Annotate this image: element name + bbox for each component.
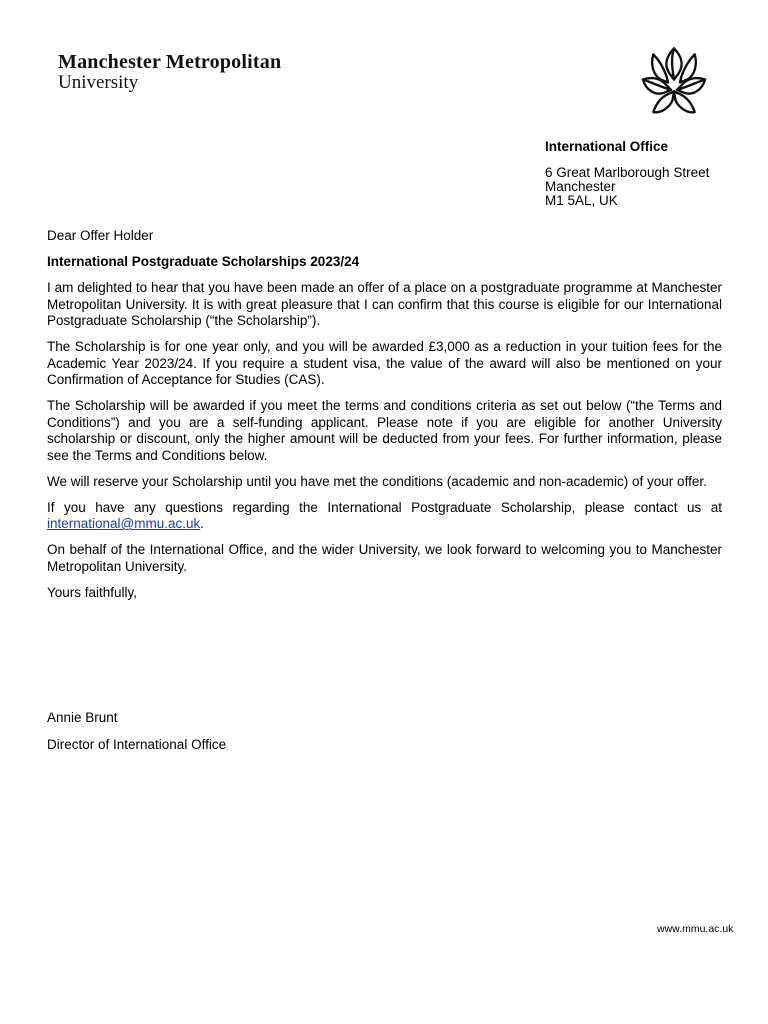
footer-url[interactable]: www.mmu.ac.uk — [657, 923, 734, 935]
paragraph-reserve: We will reserve your Scholarship until you have met the conditions (academic and non-academic) of your offer. — [47, 473, 707, 489]
contact-end: . — [200, 516, 205, 531]
signatory-name: Annie Brunt — [47, 710, 118, 725]
sender-address — [545, 140, 709, 208]
university-logo — [58, 52, 281, 93]
address-postcode: M1 5AL, UK — [545, 193, 618, 208]
paragraph-welcome: On behalf of the International Office, and the wider University, we look forward to welcoming you to Manchester Metropolitan University. — [47, 542, 722, 574]
letter-body — [47, 228, 722, 611]
logo-line1: Manchester Metropolitan — [58, 51, 282, 73]
contact-text: If you have any questions regarding the International Postgraduate Scholarship, please contact us at — [47, 499, 722, 515]
paragraph-award: The Scholarship is for one year only, and you will be awarded £3,000 as a reduction in your tuition fees for the Academic Year 2023/24. If you require a student visa, the value of the award will also be mentioned on your Confirmation of Acceptance for Studies (CAS). — [47, 339, 722, 387]
paragraph-conditions: The Scholarship will be awarded if you meet the terms and conditions criteria as set out below (“the Terms and Conditions”) and you are a self-funding applicant. Please note if you are eligible for another University scholarship or discount, only the higher amount will be deducted from your fees. For further information, please see the Terms and Conditions below. — [47, 398, 722, 463]
contact-email-link[interactable]: international@mmu.ac.uk — [47, 516, 201, 531]
signatory-role: Director of International Office — [47, 736, 227, 752]
logo-line2: University — [58, 72, 139, 93]
address-city: Manchester — [545, 179, 616, 194]
office-name: International Office — [545, 139, 669, 154]
address-street: 6 Great Marlborough Street — [545, 165, 710, 180]
paragraph-contact — [47, 500, 722, 533]
signature-block — [47, 710, 226, 753]
letter-subject: International Postgraduate Scholarships 2023/24 — [47, 254, 360, 269]
paragraph-offer: I am delighted to hear that you have been made an offer of a place on a postgraduate programme at Manchester Metropolitan University. It is with great pleasure that I can confirm that this course is eligible for our International Postgraduate Scholarship (“the Scholarship”). — [47, 280, 722, 328]
closing: Yours faithfully, — [47, 584, 138, 600]
salutation: Dear Offer Holder — [47, 228, 154, 243]
mmu-emblem-icon — [637, 44, 711, 118]
